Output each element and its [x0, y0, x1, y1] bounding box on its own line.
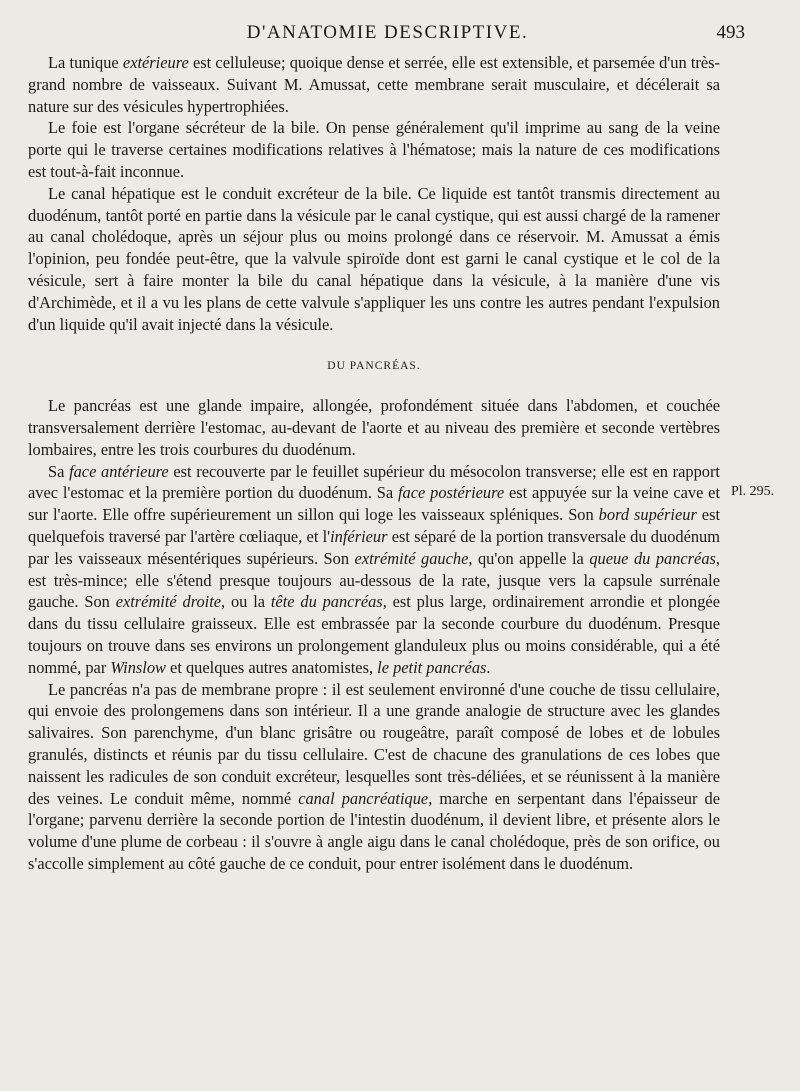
italic-term: canal pancréatique — [298, 788, 429, 808]
paragraph-foie: Le foie est l'organe sécréteur de la bile. On pense généralement qu'il imprime au sang de la veine porte qui le traverse certaines modifications relatives à l'hématose; mais la nature de ces modifications est tout-à-fait inconnue. — [28, 118, 720, 181]
paragraph-pancreas-intro: Le pancréas est une glande impaire, allongée, profondément située dans l'abdomen, et couchée transversalement derrière l'estomac, au-devant de l'aorte et au niveau des première et seconde vertèbres lombaires, entre les trois courbures du duodénum. — [28, 396, 720, 459]
text-run: est quelquefois traversé par l'artère cœliaque, et l' — [28, 505, 721, 546]
text-run: , qu'on appelle la — [468, 548, 590, 568]
text-run: est séparé de la portion transversale du duodénum par les vaisseaux mésentériques supérieurs. Son — [28, 526, 720, 568]
text-run: , est très-mince; elle s'étend presque toujours au-dessous de la rate, jusque vers la capsule surrénale gauche. Son — [28, 548, 721, 612]
text-run: La tunique — [48, 53, 123, 72]
italic-term: Winslow — [110, 657, 166, 677]
text-run: Le pancréas n'a pas de membrane propre : il est seulement environné d'une couche de tissu cellulaire, qui envoie des prolongemens dans son intérieur. Il a une grande analogie de structure avec les glandes salivaires. Son parenchyme, d'un blanc grisâtre ou rougeâtre, paraît composé de lobes et de lobules granulés, distincts et réunis par du tissu cellulaire. C'est de chacune des granulations de ces lobes que naissent les radicules de son conduit excréteur, lesquelles sont très-déliées, et se réunissent à la manière des veines. Le conduit même, nommé — [28, 679, 720, 808]
italic-term: face postérieure — [398, 483, 505, 503]
italic-term: extrémité droite — [115, 592, 222, 612]
italic-term: le petit pancréas — [377, 657, 487, 677]
italic-term: face antérieure — [69, 461, 169, 481]
italic-term: extrémité gauche — [354, 548, 469, 568]
page-number: 493 — [716, 22, 745, 43]
text-run: , ou la — [221, 592, 271, 612]
page-header — [30, 22, 745, 48]
text-run: est recouverte par le feuillet supérieur du mésocolon transverse; elle est en rapport avec l'estomac et la première portion du duodénum. Sa — [28, 461, 720, 503]
italic-term: queue du pancréas — [589, 548, 716, 568]
italic-term: extérieure — [122, 53, 189, 72]
text-run: . — [486, 657, 491, 677]
italic-term: bord supérieur — [598, 505, 697, 525]
paragraph-pancreas-faces — [28, 461, 720, 679]
text-run: est celluleuse; quoique dense et serrée, elle est extensible, et parsemée d'un très-grand nombre de vaisseaux. Suivant M. Amussat, cette membrane serait musculaire, et décélerait sa nature sur des vésicules hypertrophiées. — [28, 53, 720, 116]
paragraph-pancreas-structure — [28, 679, 720, 875]
running-title: D'ANATOMIE DESCRIPTIVE. — [246, 22, 529, 43]
text-run: , marche en serpentant dans l'épaisseur de l'organe; parvenu derrière la seconde portion de l'intestin duodénum, il devient libre, et présente alors le volume d'une plume de corbeau : il s'ouvre à angle aigu dans le canal cholédoque, près de son orifice, ou s'accolle simplement au côté gauche de ce conduit, pour entrer isolément dans le duodénum. — [28, 788, 720, 873]
italic-term: inférieur — [330, 526, 388, 546]
paragraph-tunique — [28, 52, 720, 117]
text-run: et quelques autres anatomistes, — [165, 657, 378, 677]
body-text — [28, 52, 720, 875]
plate-reference: Pl. 295. — [731, 484, 775, 499]
text-run: Sa — [48, 461, 70, 481]
section-heading: DU PANCRÉAS. — [327, 360, 421, 373]
text-run: est appuyée sur la veine cave et sur l'aorte. Elle offre supérieurement un sillon qui loge les vaisseaux spléniques. Son — [28, 483, 720, 525]
italic-term: tête du pancréas — [270, 592, 383, 612]
paragraph-canal-hepatique: Le canal hépatique est le conduit excréteur de la bile. Ce liquide est tantôt transmis directement au duodénum, tantôt porté en partie dans la vésicule par le canal cystique, qui est aussi chargé de la ramener au canal cholédoque, après un séjour plus ou moins prolongé dans ce réservoir. M. Amussat a émis l'opinion, peu fondée peut-être, que la valvule spiroïde dont est garni le canal cystique et le col de la vésicule, sert à faire monter la bile du canal hépatique dans la vésicule, à la manière d'une vis d'Archimède, et il a vu les plans de cette valvule s'appliquer les uns contre les autres pendant l'expulsion d'un liquide qu'il avait injecté dans la vésicule. — [28, 183, 720, 334]
text-run: , est plus large, ordinairement arrondie et plongée dans du tissu cellulaire graisseux. Elle est embrassée par la seconde courbure du duodénum. Presque toujours on trouve dans ses environs un prolongement glanduleux plus ou moins considérable, qui a été nommé, par — [28, 592, 720, 677]
